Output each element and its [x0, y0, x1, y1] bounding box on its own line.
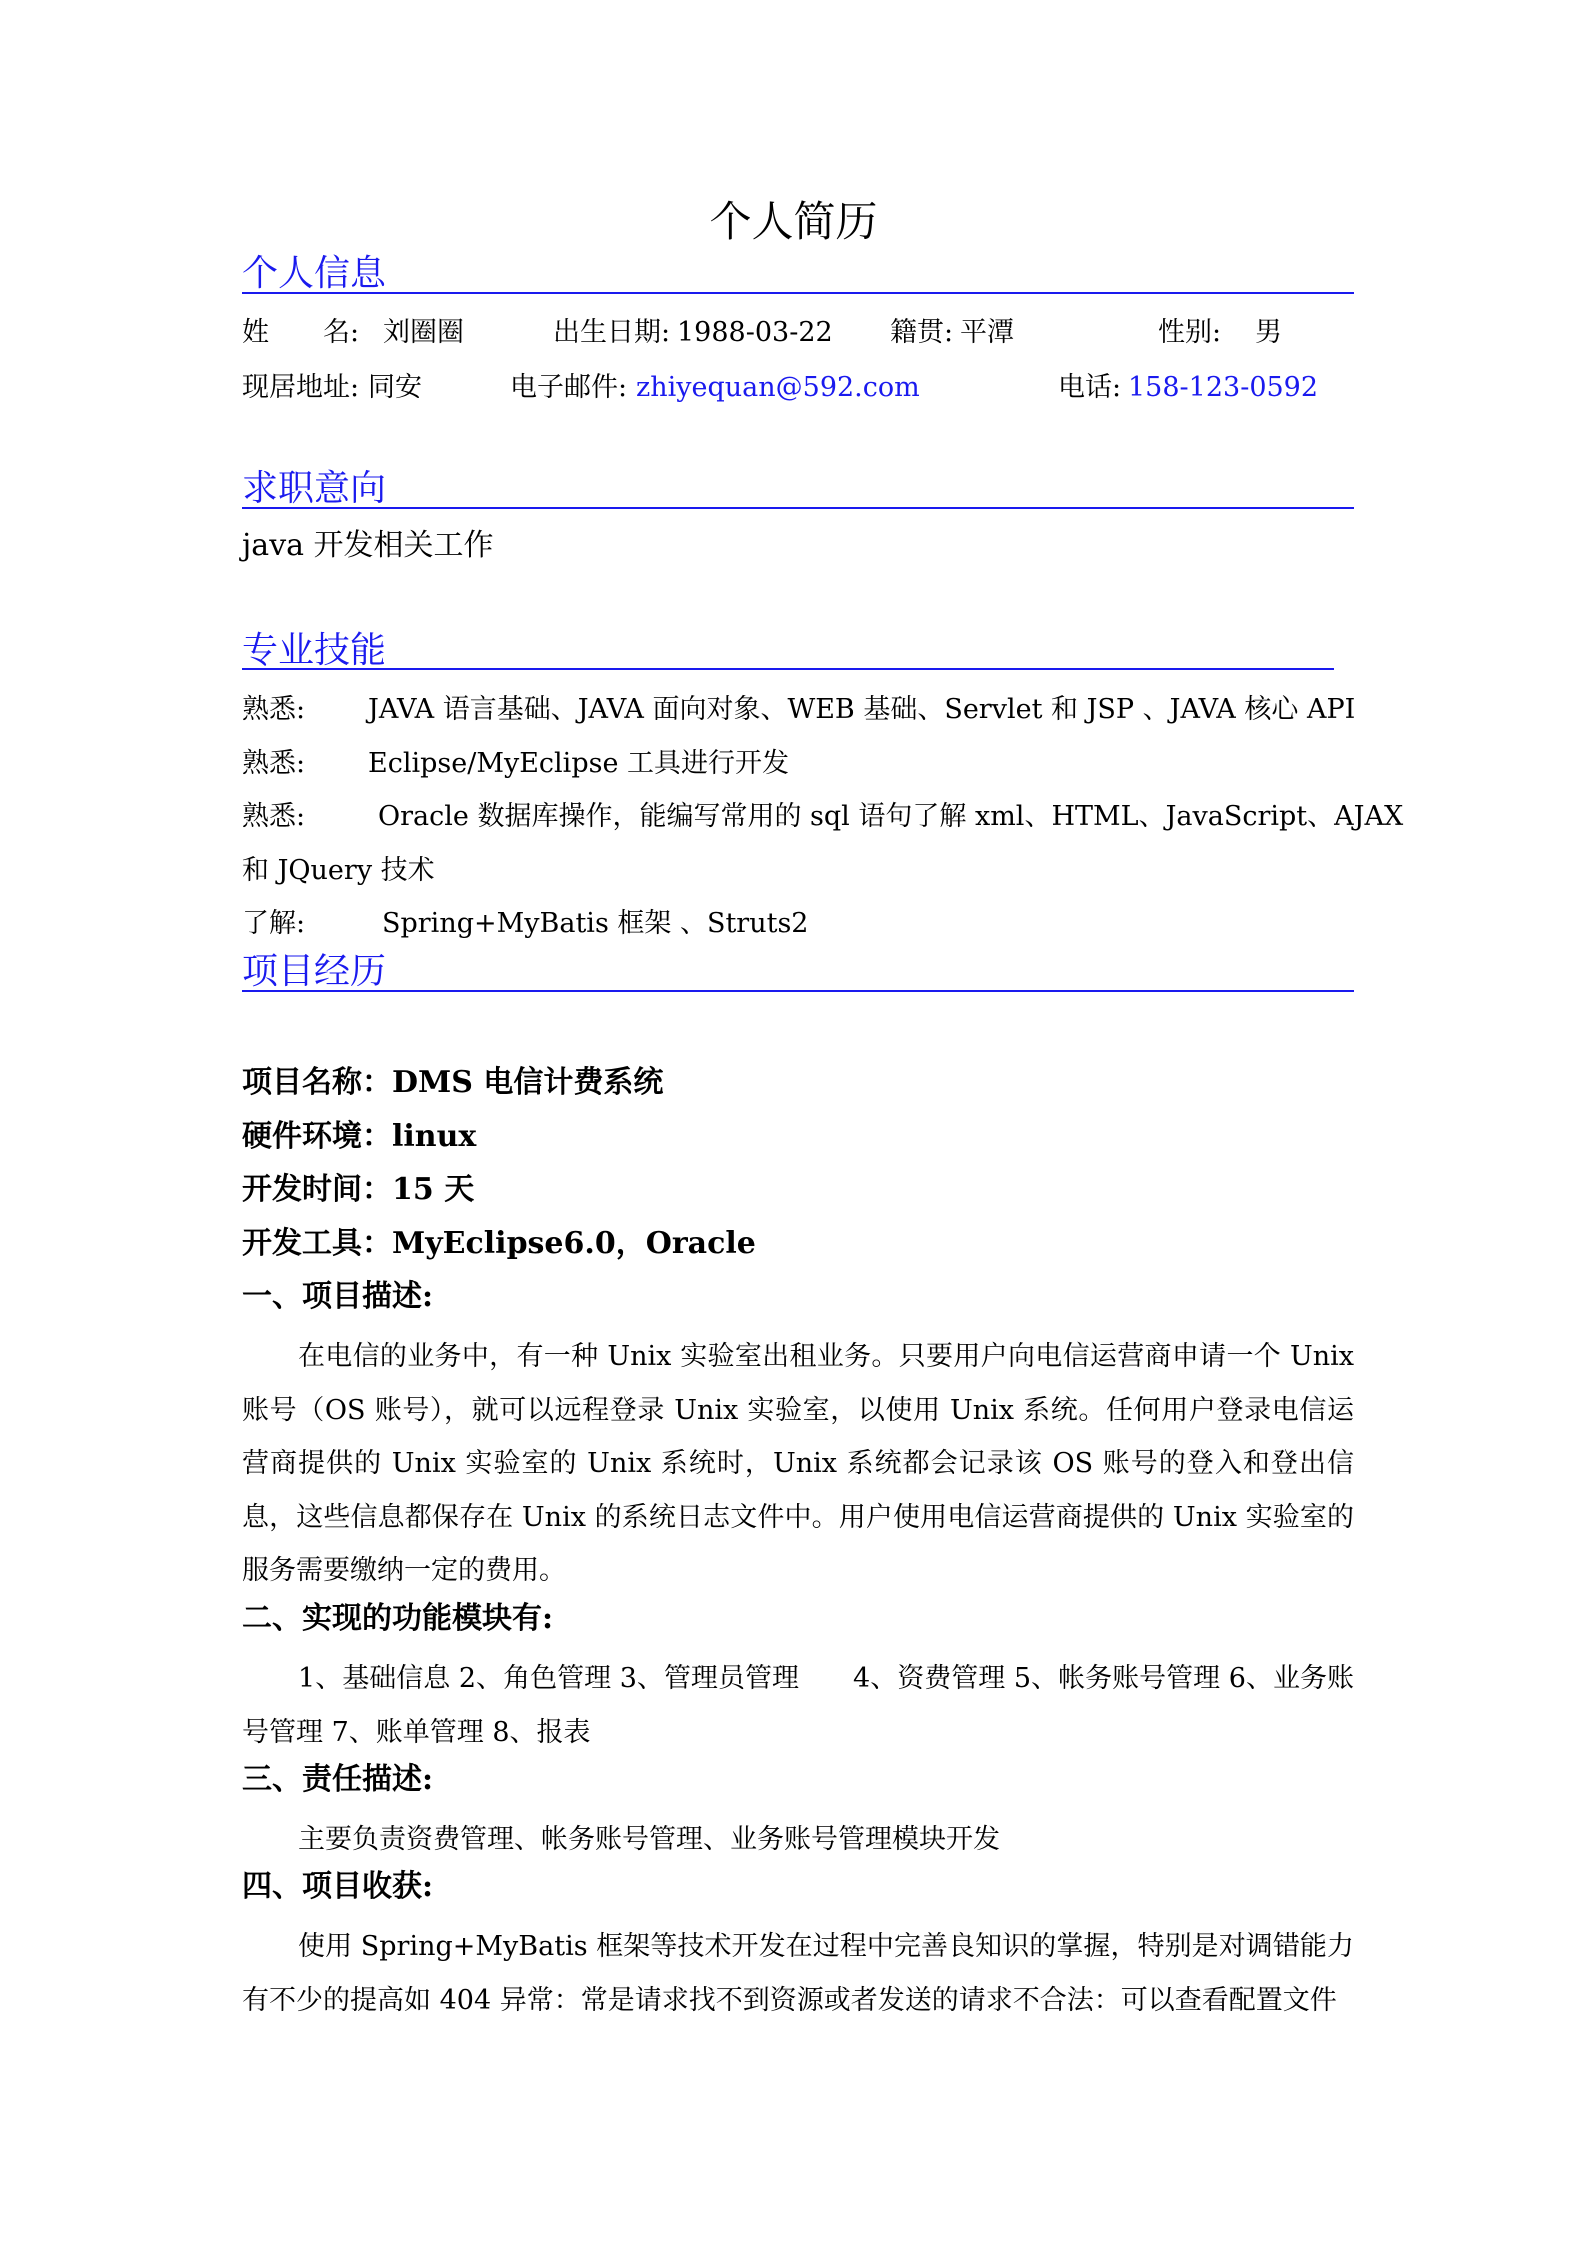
project-tools: 开发工具：MyEclipse6.0，Oracle [242, 1226, 756, 1261]
birth-label: 出生日期: [553, 317, 671, 348]
project-gain: 使用 Spring+MyBatis 框架等技术开发在过程中完善良知识的掌握，特别是对调错能力有不少的提高如 404 异常：常是请求找不到资源或者发送的请求不合法：可以查看配置文件 [242, 1931, 1354, 2016]
gender-label: 性别: [1158, 317, 1222, 348]
skill-text: Eclipse/MyEclipse 工具进行开发 [368, 748, 790, 779]
skill-label: 了解: [242, 908, 306, 939]
section-rule-skills [242, 668, 1334, 670]
phone-label: 电话: [1058, 372, 1122, 403]
skill-label: 熟悉: [242, 748, 306, 779]
skill-text: Spring+MyBatis 框架 、Struts2 [382, 908, 809, 939]
gender-value: 男 [1255, 317, 1282, 348]
address-value: 同安 [368, 372, 422, 403]
address-label: 现居地址: [242, 372, 360, 403]
name-label: 姓 名: [242, 317, 360, 348]
project-duty: 主要负责资费管理、帐务账号管理、业务账号管理模块开发 [298, 1824, 1000, 1855]
section-title-personal: 个人信息 [242, 253, 387, 294]
section-rule-projects [242, 990, 1354, 992]
skill-text: Oracle 数据库操作，能编写常用的 sql 语句了解 xml、HTML、JavaScript、AJAX [378, 801, 1404, 832]
project-modules: 1、基础信息 2、角色管理 3、管理员管理 4、资费管理 5、帐务账号管理 6、业务账号管理 7、账单管理 8、报表 [242, 1663, 1354, 1748]
job-intention: java 开发相关工作 [242, 528, 494, 563]
birth-value: 1988-03-22 [677, 317, 833, 348]
section-rule-personal [242, 292, 1354, 294]
project-gain-heading: 四、项目收获: [242, 1869, 434, 1904]
project-desc-heading: 一、项目描述: [242, 1279, 434, 1314]
page-title: 个人简历 [709, 197, 878, 246]
origin-label: 籍贯: [890, 317, 954, 348]
project-duration: 开发时间：15 天 [242, 1172, 475, 1207]
skill-text-continuation: 和 JQuery 技术 [242, 855, 435, 886]
skill-label: 熟悉: [242, 694, 306, 725]
section-title-intention: 求职意向 [242, 468, 387, 509]
origin-value: 平潭 [960, 317, 1014, 348]
project-name: 项目名称：DMS 电信计费系统 [242, 1065, 664, 1100]
section-title-skills: 专业技能 [242, 630, 387, 671]
section-title-projects: 项目经历 [242, 951, 387, 992]
skill-label: 熟悉: [242, 801, 306, 832]
project-description: 在电信的业务中，有一种 Unix 实验室出租业务。只要用户向电信运营商申请一个 Unix 账号（OS 账号），就可以远程登录 Unix 实验室，以使用 Unix 系统。任何用户登录电信运营商提供的 Unix 实验室的 Unix 系统时，Unix 系统都会记录该 OS 账号的登入和登出信息，这些信息都保存在 Unix 的系统日志文件中。用户使用电信运营商提供的 Unix 实验室的服务需要缴纳一定的费用。 [242, 1341, 1354, 1587]
email-link[interactable]: zhiyequan@592.com [636, 372, 920, 403]
email-label: 电子邮件: [510, 372, 628, 403]
phone-link[interactable]: 158-123-0592 [1128, 372, 1319, 403]
project-hardware: 硬件环境：linux [242, 1119, 477, 1154]
section-rule-intention [242, 507, 1354, 509]
skill-text: JAVA 语言基础、JAVA 面向对象、WEB 基础、Servlet 和 JSP 、JAVA 核心 API [368, 694, 1356, 725]
project-duty-heading: 三、责任描述: [242, 1762, 434, 1797]
name-value: 刘圈圈 [383, 317, 464, 348]
project-modules-heading: 二、实现的功能模块有: [242, 1601, 554, 1636]
